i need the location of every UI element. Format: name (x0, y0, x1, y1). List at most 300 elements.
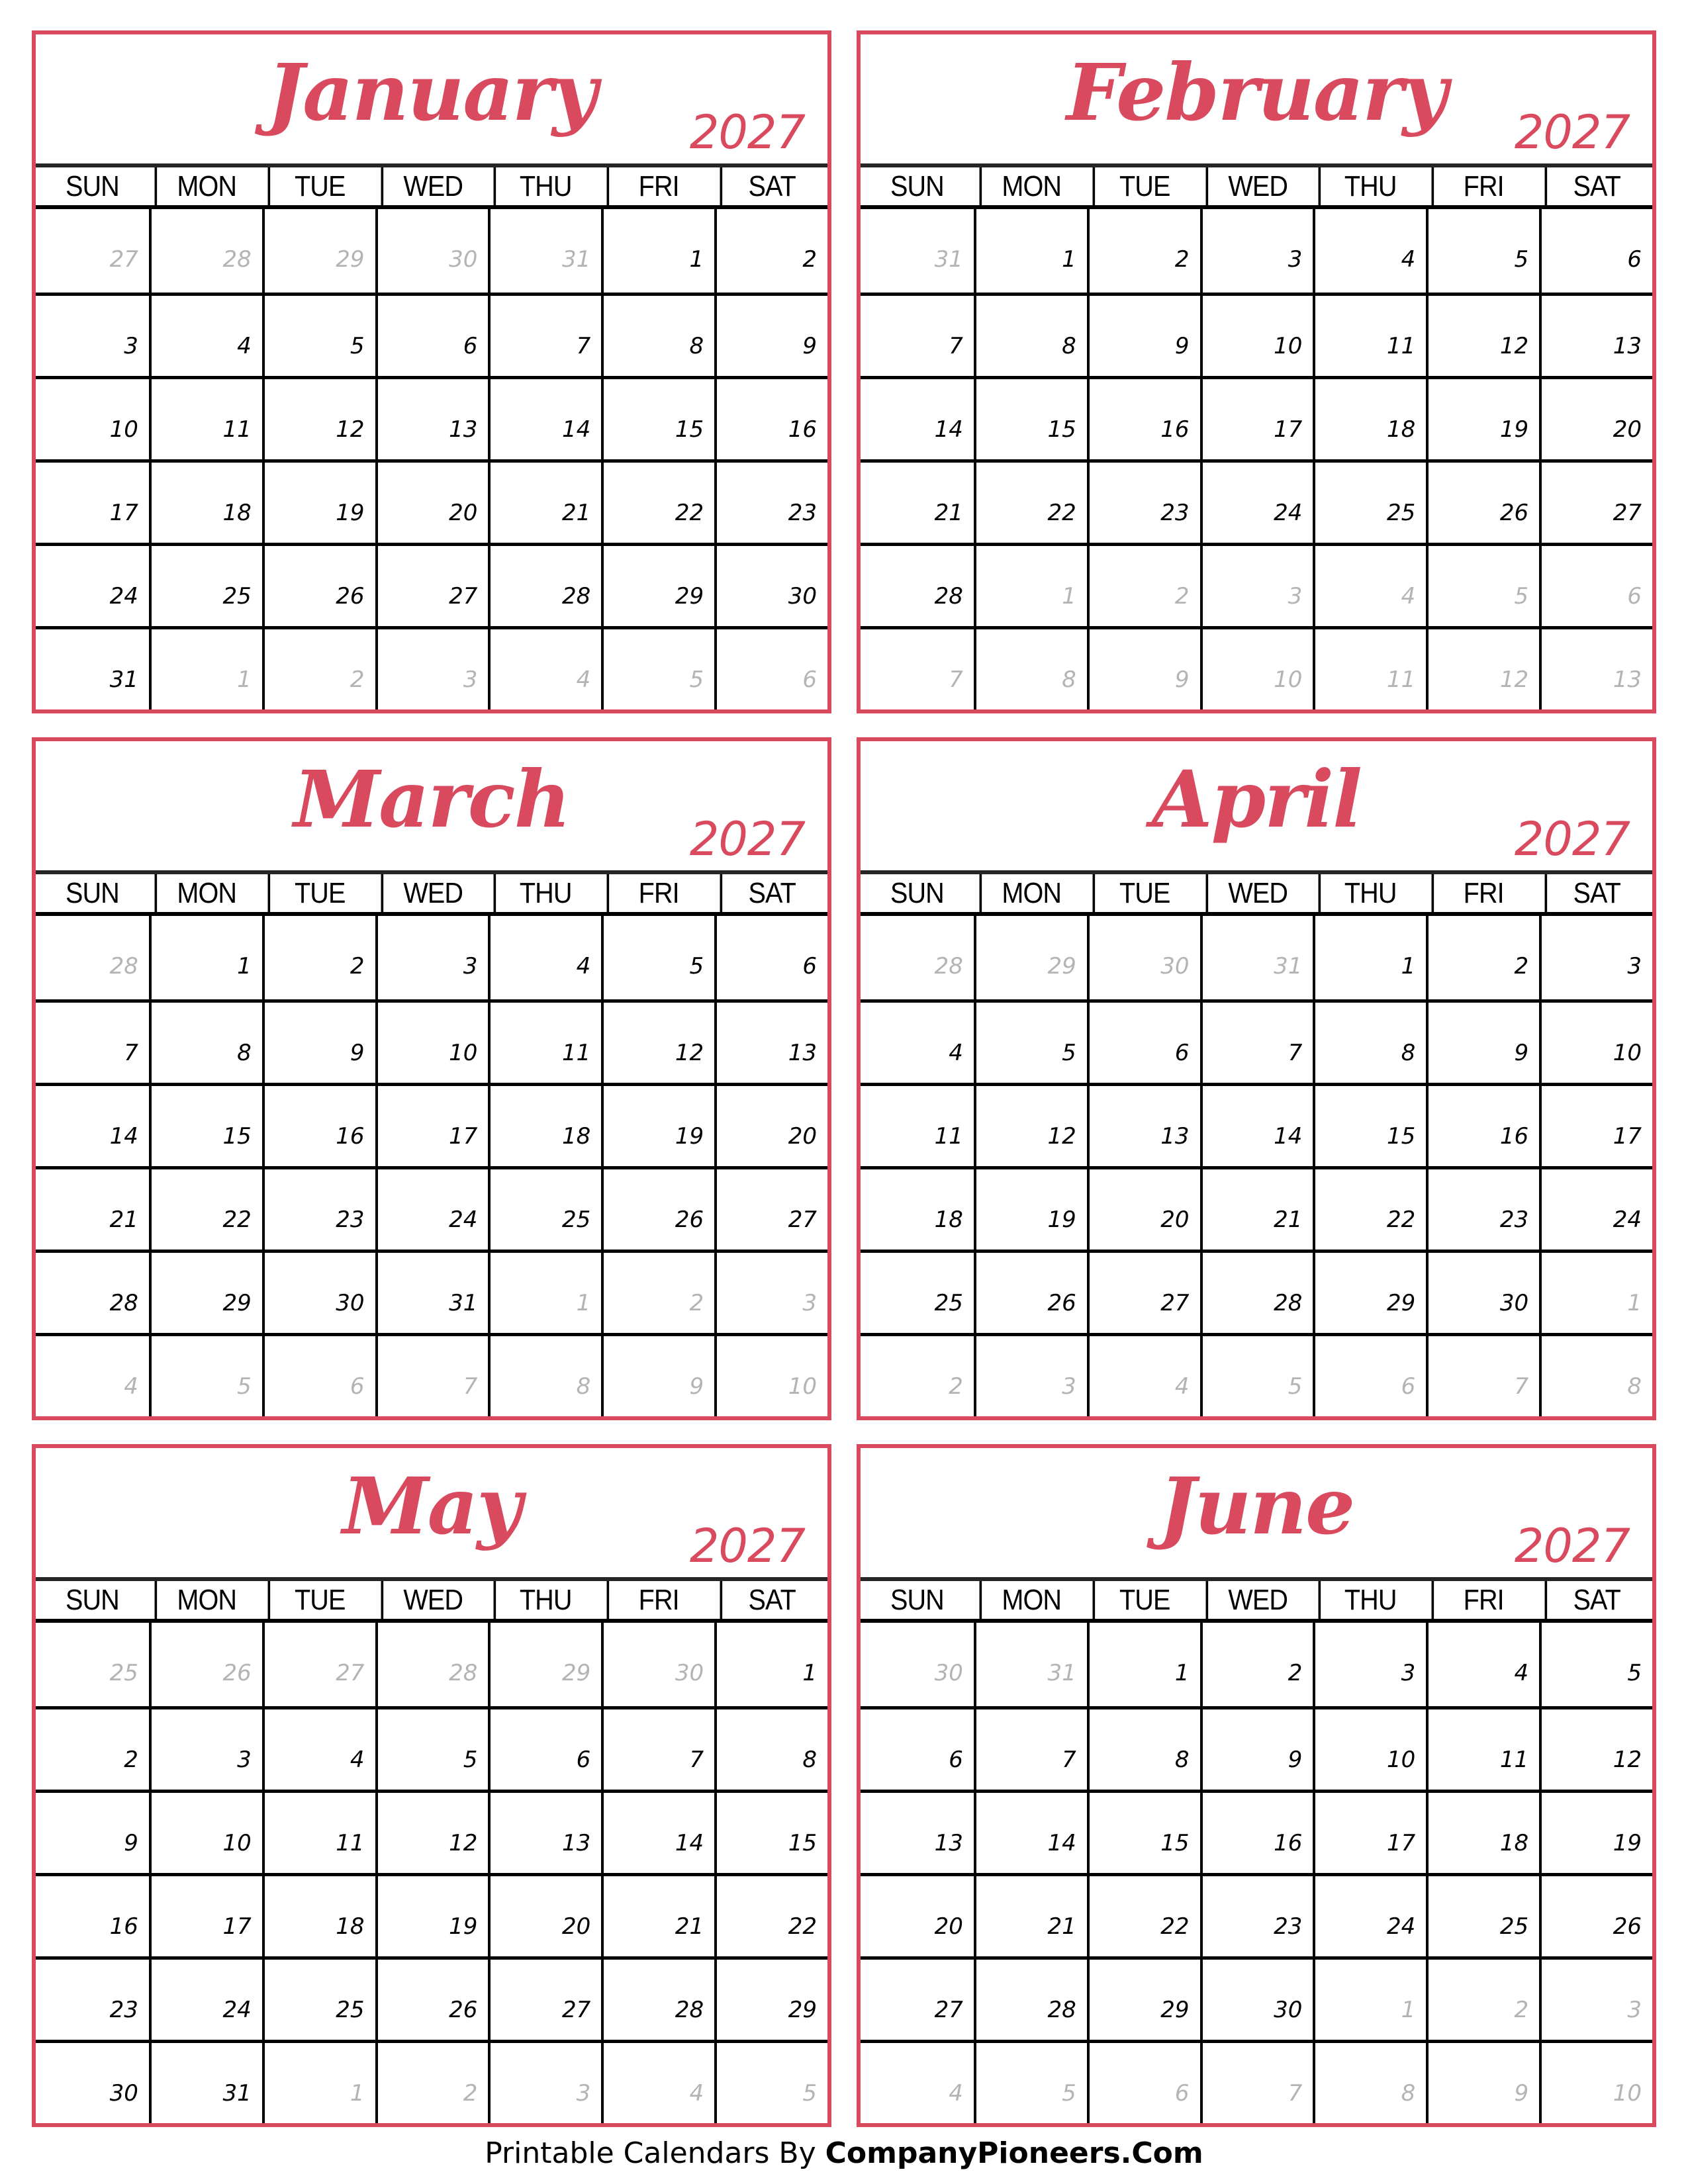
day-cell (861, 626, 974, 709)
day-cell (1313, 376, 1426, 459)
day-number: 29 (788, 1997, 817, 2023)
day-cell (149, 916, 262, 999)
day-cell (149, 2040, 262, 2123)
day-number: 21 (109, 1206, 138, 1233)
year-label: 2027 (1514, 1519, 1630, 1573)
weekday-label: TUE (1092, 1581, 1194, 1619)
adjacent-month-day-number: 3 (1288, 583, 1303, 610)
day-cell (262, 999, 375, 1083)
day-number: 19 (1499, 416, 1529, 443)
day-cell (861, 1623, 974, 1706)
day-number: 7 (689, 1747, 704, 1773)
day-grid (36, 916, 827, 1416)
day-cell (262, 1790, 375, 1873)
day-cell (36, 1250, 149, 1333)
day-number: 22 (1160, 1913, 1190, 1940)
day-cell (974, 543, 1087, 626)
day-cell (1313, 626, 1426, 709)
adjacent-month-day-number: 1 (576, 1290, 591, 1316)
day-number: 27 (1613, 500, 1642, 526)
day-number: 10 (222, 1830, 252, 1856)
adjacent-month-day-number: 1 (237, 666, 252, 693)
day-number: 6 (463, 333, 478, 359)
day-number: 14 (675, 1830, 704, 1856)
day-cell (1200, 916, 1313, 999)
day-number: 22 (1387, 1206, 1416, 1233)
day-number: 29 (675, 583, 704, 610)
day-cell (1426, 1083, 1539, 1166)
day-cell (262, 1623, 375, 1706)
adjacent-month-day-number: 2 (1174, 583, 1190, 610)
day-cell (1087, 1706, 1200, 1790)
day-grid (36, 209, 827, 709)
weekday-label: WED (381, 167, 483, 205)
day-cell (36, 376, 149, 459)
day-number: 31 (449, 1290, 478, 1316)
weekday-label: WED (1205, 1581, 1307, 1619)
day-number: 9 (124, 1830, 138, 1856)
day-cell (1087, 376, 1200, 459)
day-number: 23 (109, 1997, 138, 2023)
day-cell (1087, 459, 1200, 543)
day-cell (714, 1166, 827, 1250)
day-number: 3 (237, 1747, 252, 1773)
day-cell (861, 1873, 974, 1956)
day-number: 23 (788, 500, 817, 526)
day-number: 12 (1047, 1123, 1076, 1150)
day-cell (488, 209, 601, 293)
day-cell (1426, 1706, 1539, 1790)
day-cell (1200, 1790, 1313, 1873)
adjacent-month-day-number: 5 (1514, 583, 1529, 610)
adjacent-month-day-number: 2 (689, 1290, 704, 1316)
year-label: 2027 (689, 1519, 805, 1573)
weekday-label: SAT (720, 874, 822, 912)
weekday-label: SUN (890, 1584, 944, 1616)
day-cell (149, 293, 262, 376)
adjacent-month-day-number: 12 (1499, 666, 1529, 693)
day-cell (375, 1706, 489, 1790)
day-cell (149, 543, 262, 626)
day-cell (1539, 1706, 1652, 1790)
day-number: 7 (124, 1040, 138, 1066)
day-number: 20 (1160, 1206, 1190, 1233)
adjacent-month-day-number: 4 (949, 2080, 963, 2107)
day-number: 1 (689, 246, 704, 273)
day-cell (861, 1790, 974, 1873)
adjacent-month-day-number: 5 (689, 666, 704, 693)
month-header (36, 1448, 827, 1577)
day-cell (1087, 1956, 1200, 2040)
adjacent-month-day-number: 11 (1387, 666, 1416, 693)
day-cell (601, 1333, 714, 1416)
day-number: 9 (802, 333, 817, 359)
day-number: 18 (222, 500, 252, 526)
adjacent-month-day-number: 31 (562, 246, 591, 273)
day-cell (714, 1706, 827, 1790)
day-number: 19 (1047, 1206, 1076, 1233)
day-number: 16 (1499, 1123, 1529, 1150)
adjacent-month-day-number: 28 (449, 1660, 478, 1686)
day-cell (149, 1166, 262, 1250)
day-number: 18 (562, 1123, 591, 1150)
day-cell (375, 1790, 489, 1873)
day-cell (488, 1873, 601, 1956)
day-number: 18 (934, 1206, 963, 1233)
day-number: 4 (576, 953, 591, 979)
day-number: 2 (1288, 1660, 1303, 1686)
day-cell (149, 1790, 262, 1873)
adjacent-month-day-number: 2 (949, 1373, 963, 1400)
day-cell (1539, 1790, 1652, 1873)
day-number: 29 (222, 1290, 252, 1316)
day-number: 26 (449, 1997, 478, 2023)
day-number: 31 (222, 2080, 252, 2107)
day-number: 30 (109, 2080, 138, 2107)
day-number: 22 (675, 500, 704, 526)
day-number: 25 (222, 583, 252, 610)
day-number: 15 (788, 1830, 817, 1856)
day-number: 23 (1160, 500, 1190, 526)
adjacent-month-day-number: 8 (1627, 1373, 1642, 1400)
adjacent-month-day-number: 3 (1627, 1997, 1642, 2023)
weekday-label: WED (381, 1581, 483, 1619)
adjacent-month-day-number: 27 (109, 246, 138, 273)
day-cell (861, 209, 974, 293)
footer-prefix: Printable Calendars By (485, 2136, 825, 2170)
adjacent-month-day-number: 30 (1160, 953, 1190, 979)
day-cell (375, 1166, 489, 1250)
day-cell (36, 1706, 149, 1790)
day-number: 25 (934, 1290, 963, 1316)
day-number: 28 (562, 583, 591, 610)
day-cell (375, 293, 489, 376)
day-number: 24 (449, 1206, 478, 1233)
day-cell (375, 543, 489, 626)
adjacent-month-day-number: 9 (1514, 2080, 1529, 2107)
day-cell (375, 1333, 489, 1416)
day-cell (1313, 543, 1426, 626)
day-cell (375, 1956, 489, 2040)
day-number: 18 (1499, 1830, 1529, 1856)
day-cell (36, 1790, 149, 1873)
day-cell (974, 1956, 1087, 2040)
day-cell (1087, 1250, 1200, 1333)
day-cell (1539, 916, 1652, 999)
day-cell (974, 1250, 1087, 1333)
day-cell (861, 2040, 974, 2123)
day-cell (1539, 2040, 1652, 2123)
day-cell (149, 626, 262, 709)
day-cell (1200, 1706, 1313, 1790)
day-cell (488, 916, 601, 999)
day-number: 26 (1499, 500, 1529, 526)
day-number: 5 (1062, 1040, 1076, 1066)
day-cell (1200, 1250, 1313, 1333)
day-number: 15 (1047, 416, 1076, 443)
day-cell (488, 1083, 601, 1166)
day-cell (1087, 293, 1200, 376)
day-cell (262, 459, 375, 543)
day-cell (375, 916, 489, 999)
adjacent-month-day-number: 6 (1401, 1373, 1416, 1400)
adjacent-month-day-number: 4 (1174, 1373, 1190, 1400)
day-cell (1087, 1333, 1200, 1416)
day-cell (375, 459, 489, 543)
day-cell (1313, 999, 1426, 1083)
day-cell (714, 1873, 827, 1956)
day-cell (974, 209, 1087, 293)
day-number: 8 (1062, 333, 1076, 359)
weekday-label: SAT (1545, 167, 1647, 205)
day-cell (149, 1623, 262, 1706)
day-cell (1313, 2040, 1426, 2123)
adjacent-month-day-number: 28 (222, 246, 252, 273)
weekday-label: MON (154, 1581, 256, 1619)
day-cell (1200, 1166, 1313, 1250)
day-cell (974, 626, 1087, 709)
adjacent-month-day-number: 1 (1062, 583, 1076, 610)
day-number: 1 (1401, 953, 1416, 979)
day-number: 2 (124, 1747, 138, 1773)
day-cell (1426, 1873, 1539, 1956)
day-number: 12 (1613, 1747, 1642, 1773)
day-number: 5 (463, 1747, 478, 1773)
day-cell (149, 1333, 262, 1416)
day-cell (974, 459, 1087, 543)
day-cell (1313, 209, 1426, 293)
adjacent-month-day-number: 1 (1627, 1290, 1642, 1316)
day-cell (488, 293, 601, 376)
day-number: 5 (1627, 1660, 1642, 1686)
weekday-label: MON (154, 874, 256, 912)
day-cell (1087, 1083, 1200, 1166)
day-cell (601, 543, 714, 626)
day-number: 21 (1047, 1913, 1076, 1940)
day-cell (1087, 209, 1200, 293)
day-cell (601, 626, 714, 709)
weekday-label: SUN (65, 877, 119, 909)
day-cell (262, 1333, 375, 1416)
day-cell (601, 2040, 714, 2123)
day-cell (974, 916, 1087, 999)
day-cell (861, 1956, 974, 2040)
day-cell (1200, 1956, 1313, 2040)
day-cell (36, 459, 149, 543)
day-cell (488, 626, 601, 709)
day-number: 20 (934, 1913, 963, 1940)
day-cell (262, 1083, 375, 1166)
day-cell (974, 1873, 1087, 1956)
month-header (36, 34, 827, 163)
weekday-header (861, 1577, 1652, 1623)
day-cell (1426, 1790, 1539, 1873)
day-cell (149, 209, 262, 293)
adjacent-month-day-number: 8 (1401, 2080, 1416, 2107)
day-cell (1426, 1623, 1539, 1706)
month-title: January (267, 46, 596, 138)
day-number: 15 (675, 416, 704, 443)
adjacent-month-day-number: 7 (1288, 2080, 1303, 2107)
adjacent-month-day-number: 4 (576, 666, 591, 693)
day-number: 10 (109, 416, 138, 443)
adjacent-month-day-number: 10 (1274, 666, 1303, 693)
weekday-label: TUE (267, 874, 369, 912)
day-cell (488, 1623, 601, 1706)
day-cell (1200, 626, 1313, 709)
day-number: 3 (1288, 246, 1303, 273)
day-cell (149, 1250, 262, 1333)
day-number: 20 (1613, 416, 1642, 443)
day-cell (1200, 1083, 1313, 1166)
day-number: 27 (562, 1997, 591, 2023)
day-number: 23 (1274, 1913, 1303, 1940)
adjacent-month-day-number: 2 (463, 2080, 478, 2107)
day-cell (714, 293, 827, 376)
day-cell (601, 1623, 714, 1706)
adjacent-month-day-number: 29 (562, 1660, 591, 1686)
adjacent-month-day-number: 4 (1401, 583, 1416, 610)
weekday-label: MON (979, 874, 1081, 912)
day-cell (1313, 916, 1426, 999)
day-number: 19 (449, 1913, 478, 1940)
day-cell (861, 376, 974, 459)
weekday-header (36, 870, 827, 916)
day-number: 24 (1274, 500, 1303, 526)
day-number: 12 (336, 416, 365, 443)
adjacent-month-day-number: 6 (1174, 2080, 1190, 2107)
adjacent-month-day-number: 2 (350, 666, 365, 693)
day-cell (36, 626, 149, 709)
day-number: 10 (449, 1040, 478, 1066)
day-cell (714, 1333, 827, 1416)
day-number: 16 (1160, 416, 1190, 443)
day-number: 4 (949, 1040, 963, 1066)
day-number: 11 (1499, 1747, 1529, 1773)
day-number: 25 (336, 1997, 365, 2023)
weekday-label: SUN (890, 877, 944, 909)
day-number: 14 (109, 1123, 138, 1150)
day-cell (1426, 1956, 1539, 2040)
day-number: 14 (934, 416, 963, 443)
day-cell (601, 1706, 714, 1790)
weekday-header (861, 870, 1652, 916)
day-cell (1087, 626, 1200, 709)
adjacent-month-day-number: 6 (350, 1373, 365, 1400)
month-title: June (1158, 1460, 1354, 1552)
day-cell (1539, 459, 1652, 543)
day-cell (1313, 1250, 1426, 1333)
day-cell (861, 1706, 974, 1790)
day-cell (1313, 293, 1426, 376)
day-number: 16 (1274, 1830, 1303, 1856)
adjacent-month-day-number: 27 (336, 1660, 365, 1686)
day-number: 27 (788, 1206, 817, 1233)
day-cell (36, 543, 149, 626)
day-number: 3 (463, 953, 478, 979)
day-number: 1 (1062, 246, 1076, 273)
day-number: 17 (1274, 416, 1303, 443)
day-number: 12 (449, 1830, 478, 1856)
weekday-header (861, 163, 1652, 209)
day-cell (714, 1083, 827, 1166)
day-number: 19 (675, 1123, 704, 1150)
adjacent-month-day-number: 26 (222, 1660, 252, 1686)
day-cell (1426, 2040, 1539, 2123)
day-cell (36, 999, 149, 1083)
day-cell (36, 1083, 149, 1166)
day-number: 4 (1401, 246, 1416, 273)
day-cell (714, 626, 827, 709)
day-cell (1313, 459, 1426, 543)
weekday-header (36, 1577, 827, 1623)
day-number: 16 (336, 1123, 365, 1150)
day-number: 11 (1387, 333, 1416, 359)
weekday-label: FRI (607, 167, 709, 205)
day-number: 28 (934, 583, 963, 610)
day-cell (149, 999, 262, 1083)
adjacent-month-day-number: 7 (1514, 1373, 1529, 1400)
adjacent-month-day-number: 1 (350, 2080, 365, 2107)
day-cell (974, 1333, 1087, 1416)
day-number: 30 (1499, 1290, 1529, 1316)
day-cell (1313, 1873, 1426, 1956)
day-number: 5 (1514, 246, 1529, 273)
weekday-label: THU (494, 874, 596, 912)
adjacent-month-day-number: 8 (576, 1373, 591, 1400)
day-number: 5 (350, 333, 365, 359)
day-cell (1087, 543, 1200, 626)
adjacent-month-day-number: 31 (1047, 1660, 1076, 1686)
day-number: 3 (124, 333, 138, 359)
adjacent-month-day-number: 31 (934, 246, 963, 273)
day-cell (488, 543, 601, 626)
day-cell (488, 1250, 601, 1333)
day-cell (1426, 376, 1539, 459)
day-number: 13 (562, 1830, 591, 1856)
weekday-label: THU (1319, 1581, 1421, 1619)
adjacent-month-day-number: 31 (1274, 953, 1303, 979)
day-number: 8 (237, 1040, 252, 1066)
adjacent-month-day-number: 2 (1514, 1997, 1529, 2023)
day-cell (861, 543, 974, 626)
day-number: 27 (449, 583, 478, 610)
day-cell (861, 1333, 974, 1416)
day-number: 7 (576, 333, 591, 359)
day-cell (36, 2040, 149, 2123)
month-calendar-june (857, 1444, 1656, 2127)
day-cell (601, 999, 714, 1083)
weekday-label: SUN (65, 170, 119, 203)
day-cell (861, 1083, 974, 1166)
day-number: 8 (689, 333, 704, 359)
day-cell (1200, 293, 1313, 376)
day-cell (974, 293, 1087, 376)
day-cell (714, 916, 827, 999)
day-number: 16 (788, 416, 817, 443)
day-cell (36, 1956, 149, 2040)
day-number: 7 (949, 333, 963, 359)
adjacent-month-day-number: 28 (109, 953, 138, 979)
day-cell (488, 1956, 601, 2040)
adjacent-month-day-number: 30 (675, 1660, 704, 1686)
day-cell (1539, 209, 1652, 293)
weekday-label: TUE (1092, 874, 1194, 912)
day-cell (714, 1250, 827, 1333)
day-number: 11 (934, 1123, 963, 1150)
day-cell (36, 1873, 149, 1956)
day-number: 13 (449, 416, 478, 443)
